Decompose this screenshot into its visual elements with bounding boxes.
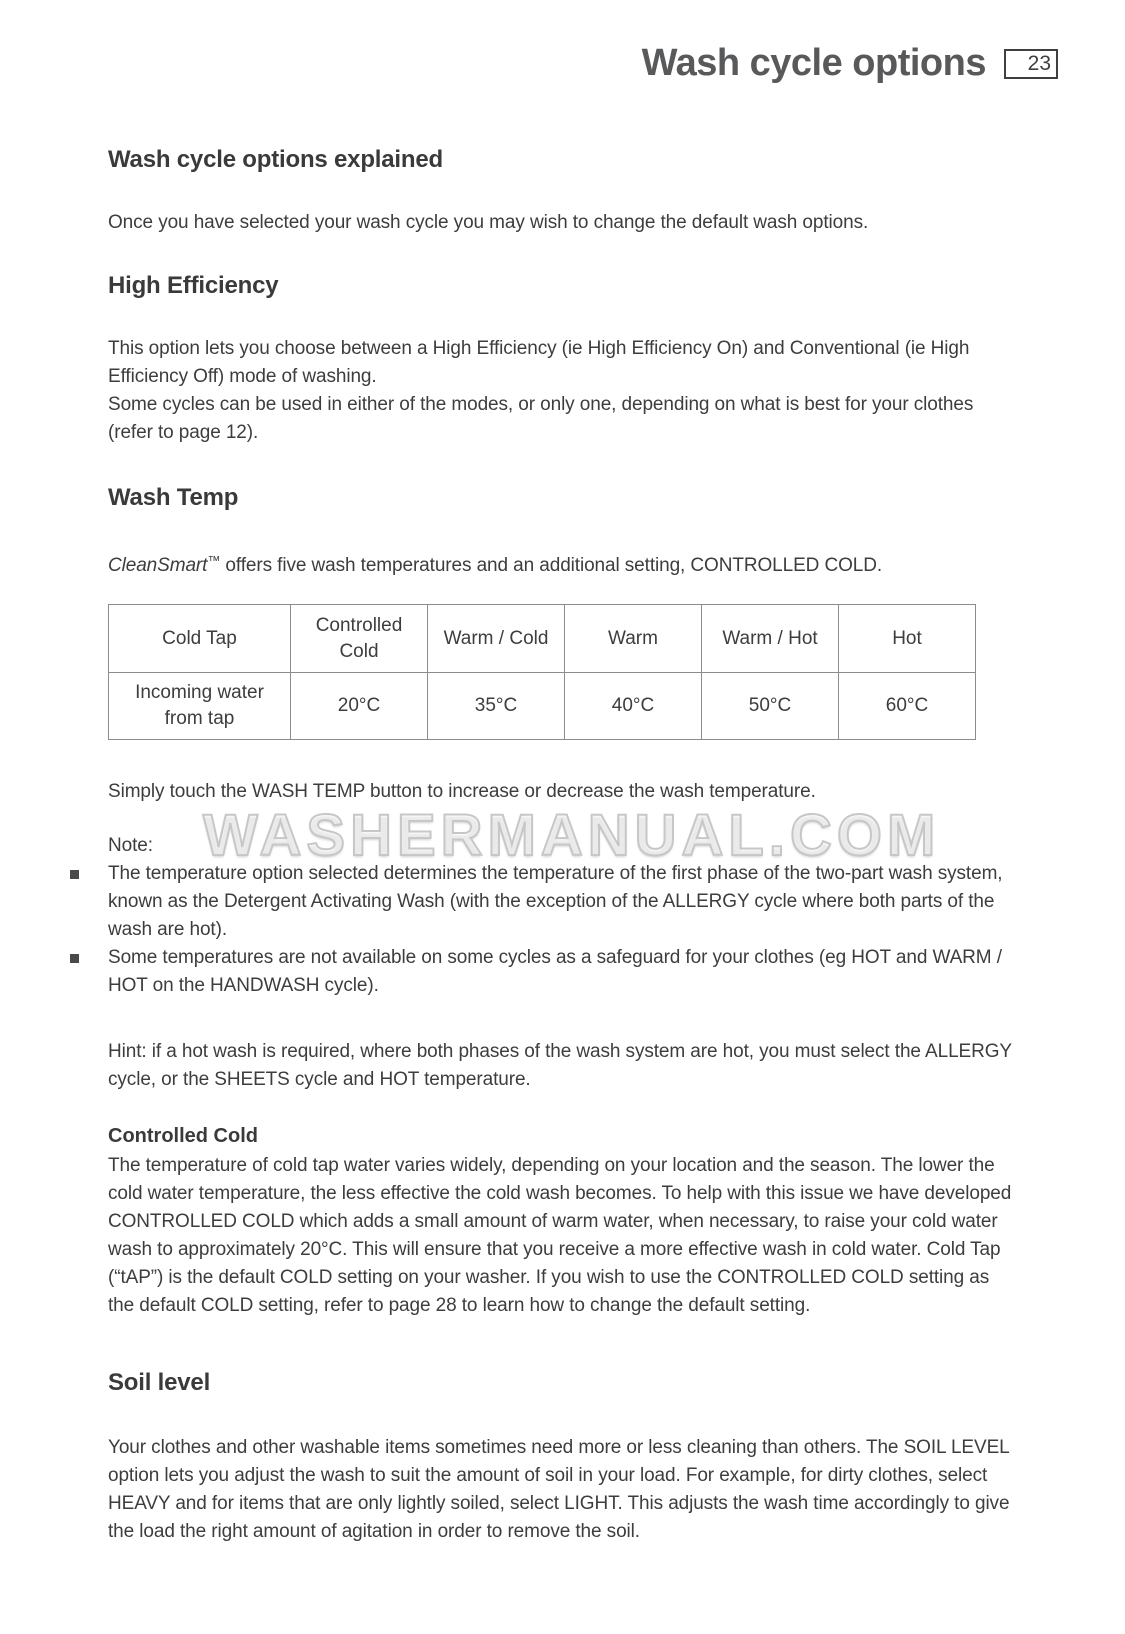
page-number: 23 — [1027, 51, 1051, 75]
list-item — [70, 944, 1020, 1000]
table-cell: 20°C — [291, 673, 428, 740]
wash-temp-intro — [108, 547, 1020, 580]
bullet-square-icon — [70, 870, 79, 879]
section-heading-explained: Wash cycle options explained — [108, 146, 443, 173]
subheading-controlled-cold: Controlled Cold — [108, 1125, 258, 1147]
notes-list — [70, 860, 1020, 1000]
brand-name: CleanSmart — [108, 555, 208, 576]
note-text: Some temperatures are not available on some cycles as a safeguard for your clothes (eg HOT and WARM / HOT on the HANDWASH cycle). — [108, 947, 1002, 996]
table-header-cell: Cold Tap — [109, 605, 291, 673]
soil-level-body: Your clothes and other washable items sometimes need more or less cleaning than others. The SOIL LEVEL option lets you adjust the wash to suit the amount of soil in your load. For example, for dirty clothes, select HEAVY and for items that are only lightly soiled, select LIGHT. This adjusts the wash time accordingly to give the load the right amount of agitation in order to remove the soil. — [108, 1437, 1010, 1542]
table-header-cell: Hot — [839, 605, 976, 673]
high-efficiency-para2: Some cycles can be used in either of the modes, or only one, depending on what is best for your clothes (refer to page 12). — [108, 394, 974, 443]
note-label: Note: — [108, 835, 153, 856]
table-header-row — [109, 605, 976, 673]
section-heading-soil-level: Soil level — [108, 1369, 211, 1396]
trademark-symbol: ™ — [207, 553, 221, 568]
page-header — [0, 42, 1125, 85]
controlled-cold-body: The temperature of cold tap water varies widely, depending on your location and the season. The lower the cold water temperature, the less effective the cold wash becomes. To help with this issue we have developed CONTROLLED COLD which adds a small amount of warm water, when necessary, to raise your cold water wash to approximately 20°C. This will ensure that you receive a more effective wash in cold water. Cold Tap (“tAP”) is the default COLD setting on your washer. If you wish to use the CONTROLLED COLD setting as the default COLD setting, refer to page 28 to learn how to change the default setting. — [108, 1155, 1012, 1316]
page-number-box — [1004, 49, 1058, 79]
note-text: The temperature option selected determines the temperature of the first phase of the two-part wash system, known as the Detergent Activating Wash (with the exception of the ALLERGY cycle where both parts of the wash are hot). — [108, 863, 1003, 940]
watermark: WASHERMANUAL.COM — [203, 803, 941, 868]
table-value-row — [109, 673, 976, 740]
bullet-square-icon — [70, 954, 79, 963]
section-heading-high-efficiency: High Efficiency — [108, 272, 279, 299]
table-header-cell: Warm — [565, 605, 702, 673]
manual-page — [0, 42, 1125, 1634]
page-content — [0, 145, 1125, 1546]
table-header-cell: Warm / Cold — [428, 605, 565, 673]
wash-temp-instruction: Simply touch the WASH TEMP button to increase or decrease the wash temperature. — [108, 781, 816, 802]
table-cell: 40°C — [565, 673, 702, 740]
high-efficiency-body — [108, 335, 1020, 447]
table-cell: 35°C — [428, 673, 565, 740]
hint-text: Hint: if a hot wash is required, where both phases of the wash system are hot, you must select the ALLERGY cycle, or the SHEETS cycle and HOT temperature. — [108, 1041, 1012, 1090]
list-item — [70, 860, 1020, 944]
table-row-label: Incoming water from tap — [109, 673, 291, 740]
high-efficiency-para1: This option lets you choose between a High Efficiency (ie High Efficiency On) and Conventional (ie High Efficiency Off) mode of washing. — [108, 338, 970, 387]
page-title: Wash cycle options — [641, 42, 986, 84]
table-cell: 60°C — [839, 673, 976, 740]
section-heading-wash-temp: Wash Temp — [108, 484, 239, 511]
table-header-cell: Controlled Cold — [291, 605, 428, 673]
wash-temp-table — [108, 604, 976, 740]
wash-temp-intro-text: offers five wash temperatures and an additional setting, CONTROLLED COLD. — [220, 555, 883, 576]
table-cell: 50°C — [702, 673, 839, 740]
explained-body: Once you have selected your wash cycle you may wish to change the default wash options. — [108, 212, 869, 233]
table-header-cell: Warm / Hot — [702, 605, 839, 673]
